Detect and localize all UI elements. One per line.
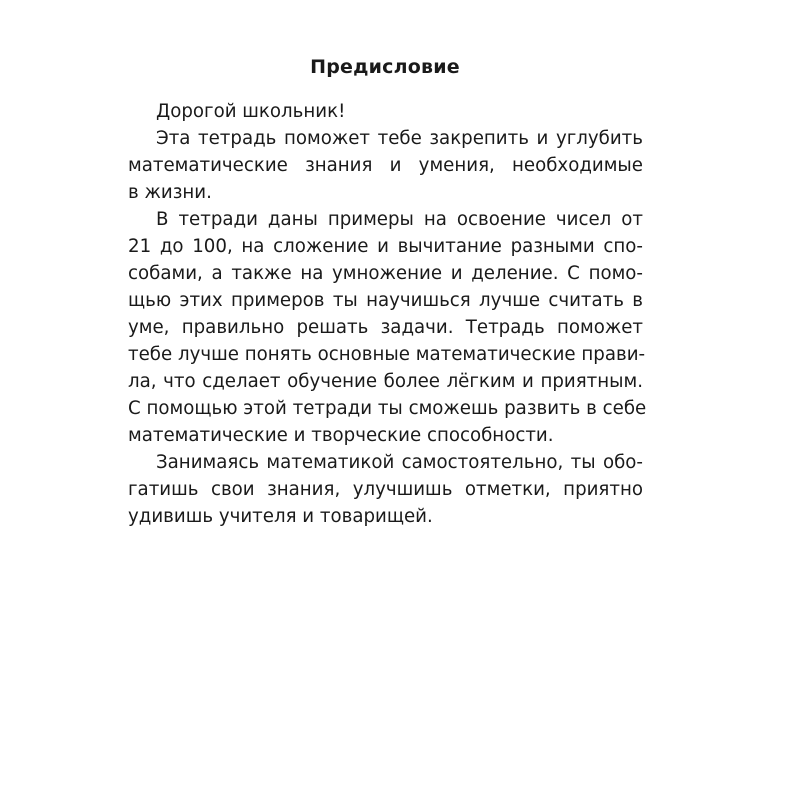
text-line: удивишь учителя и товарищей. <box>128 506 433 527</box>
text-line: Дорогой школьник! <box>156 101 346 122</box>
text-line: собами, а также на умножение и деление. С помо- <box>128 263 643 284</box>
text-line: уме, правильно решать задачи. Тетрадь поможет <box>128 317 643 338</box>
text-line: в жизни. <box>128 182 212 203</box>
text-line: ла, что сделает обучение более лёгким и приятным. <box>128 371 643 392</box>
page-title: Предисловие <box>310 56 460 78</box>
text-line: математические знания и умения, необходимые <box>128 155 643 176</box>
text-line: В тетради даны примеры на освоение чисел от <box>156 209 643 230</box>
text-line: 21 до 100, на сложение и вычитание разными спо- <box>128 236 643 257</box>
text-line: щью этих примеров ты научишься лучше считать в <box>128 290 643 311</box>
text-line: гатишь свои знания, улучшишь отметки, приятно <box>128 479 643 500</box>
text-line: Занимаясь математикой самостоятельно, ты обо- <box>156 452 643 473</box>
text-line: Эта тетрадь поможет тебе закрепить и углубить <box>156 128 643 149</box>
text-line: тебе лучше понять основные математические прави- <box>128 344 646 365</box>
text-line: С помощью этой тетради ты сможешь развить в себе <box>128 398 647 419</box>
text-line: математические и творческие способности. <box>128 425 554 446</box>
body-text <box>128 98 647 530</box>
